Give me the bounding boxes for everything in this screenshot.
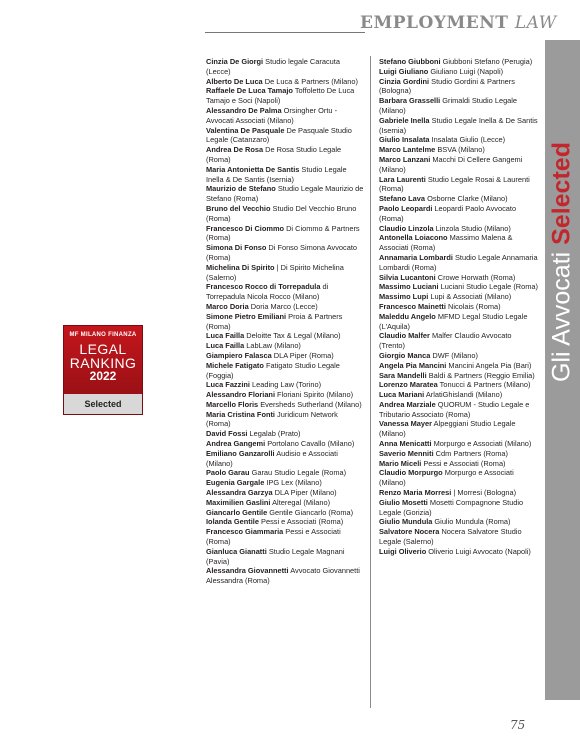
entry-firm: Malfer Claudio Avvocato (Trento) [379, 331, 512, 351]
entry-name: Angela Pia Mancini [379, 360, 447, 370]
entry-firm: Giubboni Stefano (Perugia) [440, 57, 533, 66]
entry-name: Claudio Linzola [379, 223, 434, 233]
entry-firm: | Morresi (Bologna) [451, 488, 517, 498]
header-rule [205, 32, 365, 33]
entry-firm: Leading Law (Torino) [249, 380, 322, 390]
entry-firm: Di Ciommo & Partners (Roma) [206, 223, 360, 243]
entry-name: Alessandra Garzya [206, 488, 273, 498]
entry-name: Marcello Floris [206, 399, 259, 409]
entry-name: Stefano Lava [379, 194, 426, 204]
badge-foot: Selected [64, 394, 142, 414]
list-item [379, 380, 539, 390]
entry-firm: Studio Legale Rosai & Laurenti (Roma) [379, 174, 530, 194]
list-item [379, 459, 539, 469]
side-title [548, 142, 577, 382]
entry-name: Lorenzo Maratea [379, 380, 438, 390]
list-item [379, 361, 539, 371]
list-item [379, 145, 539, 155]
list-item [206, 400, 364, 410]
entry-firm: Portolano Cavallo (Milano) [265, 439, 355, 449]
list-item [206, 204, 364, 224]
list-item [379, 273, 539, 283]
entry-firm: Fatigato Studio Legale (Foggia) [206, 360, 340, 380]
list-item [206, 184, 364, 204]
entry-firm: Pessi e Associati (Roma) [258, 517, 344, 527]
entry-firm: Mosetti Compagnone Studio Legale (Gorizia) [379, 497, 524, 517]
entry-name: Giulio Insalata [379, 135, 430, 145]
list-item [379, 253, 539, 273]
list-item [379, 57, 539, 67]
list-item [379, 155, 539, 175]
entry-firm: De Rosa Studio Legale (Roma) [206, 145, 342, 164]
list-item [379, 419, 539, 439]
badge-line2: RANKING [69, 355, 137, 371]
list-item [206, 468, 364, 478]
entry-name: Giulio Mundula [379, 517, 433, 527]
entry-firm: Studio Legale Maurizio de Stefano (Roma) [206, 184, 364, 204]
list-item [206, 224, 364, 244]
entry-firm: Eversheds Sutherland (Milano) [258, 399, 362, 409]
list-item [379, 371, 539, 381]
entry-name: Luigi Oliverio [379, 546, 427, 556]
entry-firm: Lupi & Associati (Milano) [428, 292, 512, 302]
entry-firm: Leopardi Paolo Avvocato (Roma) [379, 203, 517, 223]
entry-name: Alessandra Giovannetti [206, 566, 289, 576]
entry-firm: ArlatiGhislandi (Milano) [424, 390, 503, 400]
entry-name: Mario Miceli [379, 458, 422, 468]
list-item [206, 243, 364, 263]
badge-line1: LEGAL [79, 341, 127, 357]
entry-name: Luca Failla [206, 341, 245, 351]
entry-name: Gianluca Gianatti [206, 546, 267, 556]
entry-name: Emiliano Ganzarolli [206, 448, 275, 458]
list-item [206, 77, 364, 87]
entry-firm: Gentile Giancarlo (Roma) [267, 507, 354, 517]
list-item [206, 302, 364, 312]
entry-firm: Toffoletto De Luca Tamajo e Soci (Napoli) [206, 86, 355, 106]
entry-name: Francesco Di Ciommo [206, 223, 285, 233]
list-item [206, 508, 364, 518]
entry-name: Maleddu Angelo [379, 311, 436, 321]
entry-firm: MFMD Legal Studio Legale (L'Aquila) [379, 311, 528, 331]
entry-name: Saverio Menniti [379, 448, 434, 458]
entry-name: Bruno del Vecchio [206, 203, 271, 213]
entry-firm: Giulio Mundula (Roma) [432, 517, 511, 527]
entry-name: Luca Fazzini [206, 380, 250, 390]
entry-firm: Studio Legale Annamaria Lombardi (Roma) [379, 252, 538, 272]
list-item [206, 380, 364, 390]
entry-name: Maximilien Gaslini [206, 497, 271, 507]
entry-name: Alberto De Luca [206, 76, 263, 86]
entry-firm: BSVA (Milano) [435, 145, 485, 155]
list-item [379, 233, 539, 253]
side-title-bold: Selected [547, 142, 576, 245]
entry-name: Francesco Mainetti [379, 301, 446, 311]
entry-firm: Studio Legale Inella & De Santis (Isernia) [379, 115, 538, 135]
list-item [379, 517, 539, 527]
entry-firm: De Luca & Partners (Milano) [262, 76, 358, 86]
entry-firm: QUORUM - Studio Legale e Tributario Associato (Roma) [379, 399, 530, 419]
list-item [379, 390, 539, 400]
entry-name: Claudio Morpurgo [379, 468, 443, 478]
header-title-italic: LAW [514, 13, 557, 33]
column-1 [206, 57, 364, 586]
entry-name: Francesco Giammaria [206, 527, 284, 537]
list-item [206, 126, 364, 146]
entry-name: Iolanda Gentile [206, 517, 259, 527]
list-item [379, 302, 539, 312]
entry-firm: Di Fonso Simona Avvocato (Roma) [206, 243, 358, 262]
list-item [379, 351, 539, 361]
list-item [379, 439, 539, 449]
list-item [379, 96, 539, 116]
entry-name: Eugenia Gargale [206, 478, 265, 488]
list-item [379, 547, 539, 557]
list-item [206, 106, 364, 126]
entry-firm: Luciani Studio Legale (Roma) [438, 282, 538, 292]
list-item [206, 361, 364, 381]
entry-firm: Grimaldi Studio Legale (Milano) [379, 96, 518, 115]
entry-name: Marco Doria [206, 301, 249, 311]
entry-name: Marco Lanzani [379, 154, 431, 164]
list-item [206, 517, 364, 527]
list-item [379, 449, 539, 459]
entry-firm: DWF (Milano) [430, 350, 478, 360]
entry-name: Luca Mariani [379, 390, 425, 400]
side-title-plain: Gli Avvocati [547, 244, 576, 382]
entry-name: Alessandro De Palma [206, 105, 282, 115]
entry-name: Giancarlo Gentile [206, 507, 268, 517]
entry-name: Paolo Garau [206, 468, 250, 478]
entry-name: Lara Laurenti [379, 174, 426, 184]
list-item [206, 429, 364, 439]
column-2 [379, 57, 539, 557]
entry-name: Andrea De Rosa [206, 145, 264, 155]
list-item [379, 331, 539, 351]
entry-firm: Cdm Partners (Roma) [433, 448, 508, 458]
entry-firm: Morpurgo e Associati (Milano) [431, 439, 532, 449]
entry-firm: Alpeggiani Studio Legale (Milano) [379, 419, 516, 439]
entry-name: Giulio Mosetti [379, 497, 428, 507]
page-number: 75 [510, 718, 526, 732]
entry-name: Massimo Luciani [379, 282, 439, 292]
entry-firm: Nocera Salvatore Studio Legale (Salerno) [379, 527, 522, 547]
entry-name: Marco Lantelme [379, 145, 436, 155]
entry-firm: Pessi e Associati (Roma) [421, 458, 506, 468]
list-item [379, 135, 539, 145]
entry-firm: DLA Piper (Roma) [271, 350, 334, 360]
list-item [206, 498, 364, 508]
list-item [379, 292, 539, 302]
entry-name: Anna Menicatti [379, 439, 432, 449]
badge-brand: MF MILANO FINANZA [69, 332, 137, 338]
entry-firm: Avvocato Giovannetti Alessandra (Roma) [206, 566, 360, 586]
entry-name: Michelina Di Spirito [206, 262, 275, 272]
entry-name: Simona Di Fonso [206, 243, 267, 253]
entry-name: Michele Fatigato [206, 360, 264, 370]
entry-name: Sara Mandelli [379, 370, 427, 380]
entry-firm: Deloitte Tax & Legal (Milano) [244, 331, 341, 341]
entry-firm: Studio Del Vecchio Bruno (Roma) [206, 203, 357, 223]
entry-name: Vanessa Mayer [379, 419, 433, 429]
list-item [206, 341, 364, 351]
entry-firm: Studio legale Caracuta (Lecce) [206, 57, 340, 76]
entry-firm: Pessi e Associati (Roma) [206, 527, 341, 547]
entry-firm: Baldi & Partners (Reggio Emilia) [426, 370, 535, 380]
entry-name: Maria Antonietta De Santis [206, 164, 300, 174]
entry-firm: Morpurgo e Associati (Milano) [379, 468, 514, 488]
list-item [206, 478, 364, 488]
list-item [379, 498, 539, 518]
entry-firm: Giuliano Luigi (Napoli) [428, 66, 504, 76]
legal-ranking-badge [63, 325, 143, 415]
entry-name: Simone Pietro Emiliani [206, 311, 287, 321]
entry-firm: Orsingher Ortu - Avvocati Associati (Milano) [206, 105, 338, 125]
entry-name: Silvia Lucantoni [379, 272, 436, 282]
entry-name: Raffaele De Luca Tamajo [206, 86, 293, 96]
entry-firm: Floriani Spirito (Milano) [275, 390, 354, 400]
list-item [206, 331, 364, 341]
list-item [206, 351, 364, 361]
entry-firm: Studio Legale Magnani (Pavia) [206, 546, 345, 566]
list-item [379, 468, 539, 488]
entry-firm: Massimo Malena & Associati (Roma) [379, 233, 513, 253]
entry-name: Cinzia De Giorgi [206, 57, 264, 66]
entry-firm: Insalata Giulio (Lecce) [429, 135, 506, 145]
entry-firm: Proia & Partners (Roma) [206, 311, 343, 331]
list-item [379, 488, 539, 498]
entry-name: David Fossi [206, 429, 248, 439]
badge-year: 2022 [89, 369, 117, 383]
list-item [206, 566, 364, 586]
entry-name: Barbara Grasselli [379, 96, 441, 106]
list-item [206, 145, 364, 165]
entry-name: Valentina De Pasquale [206, 125, 285, 135]
entry-firm: LabLaw (Milano) [244, 341, 301, 351]
list-item [379, 282, 539, 292]
entry-name: Cinzia Gordini [379, 76, 430, 86]
entry-firm: Linzola Studio (Milano) [433, 223, 511, 233]
entry-firm: Macchi Di Cellere Gangemi (Milano) [379, 154, 523, 174]
list-item [206, 86, 364, 106]
entry-name: Renzo Maria Morresi [379, 488, 452, 498]
entry-name: Claudio Malfer [379, 331, 430, 341]
header-title-main: EMPLOYMENT [360, 13, 509, 33]
entry-name: Luca Failla [206, 331, 245, 341]
list-item [206, 527, 364, 547]
list-item [379, 194, 539, 204]
entry-firm: De Pasquale Studio Legale (Catanzaro) [206, 125, 352, 145]
list-item [206, 547, 364, 567]
entry-firm: di Torrepadula Nicola Rocco (Milano) [206, 282, 329, 302]
list-item [379, 77, 539, 97]
entry-firm: Doria Marco (Lecce) [248, 301, 318, 311]
entry-name: Maurizio de Stefano [206, 184, 276, 194]
list-item [379, 224, 539, 234]
entry-firm: Juridicum Network (Roma) [206, 409, 338, 429]
list-item [206, 449, 364, 469]
entry-name: Salvatore Nocera [379, 527, 440, 537]
column-divider [370, 56, 371, 708]
entry-firm: Osborne Clarke (Milano) [425, 194, 508, 204]
list-item [379, 204, 539, 224]
entry-name: Luigi Giuliano [379, 66, 429, 76]
entry-firm: Studio Gordini & Partners (Bologna) [379, 76, 515, 96]
list-item [206, 282, 364, 302]
entry-name: Massimo Lupi [379, 292, 429, 302]
entry-name: Giorgio Manca [379, 350, 431, 360]
list-item [206, 390, 364, 400]
entry-firm: Tonucci & Partners (Milano) [437, 380, 531, 390]
list-item [379, 116, 539, 136]
entry-firm: Crowe Horwath (Roma) [435, 272, 516, 282]
entry-firm: Nicolais (Roma) [445, 301, 501, 311]
entry-name: Giampiero Falasca [206, 350, 272, 360]
list-item [206, 263, 364, 283]
entry-name: Antonella Loiacono [379, 233, 448, 243]
list-item [379, 312, 539, 332]
section-header [360, 13, 557, 33]
entry-name: Andrea Gangemi [206, 439, 266, 449]
list-item [206, 439, 364, 449]
entry-firm: IPG Lex (Milano) [264, 478, 322, 488]
entry-name: Stefano Giubboni [379, 57, 441, 66]
entry-firm: DLA Piper (Milano) [272, 488, 337, 498]
list-item [379, 527, 539, 547]
list-item [206, 57, 364, 77]
entry-name: Francesco Rocco di Torrepadula [206, 282, 321, 292]
entry-name: Annamaria Lombardi [379, 252, 453, 262]
entry-firm: Audisio e Associati (Milano) [206, 448, 338, 468]
entry-firm: | Di Spirito Michelina (Salerno) [206, 262, 344, 282]
entry-name: Gabriele Inella [379, 115, 430, 125]
entry-firm: Studio Legale Inella & De Santis (Isernia) [206, 164, 347, 184]
list-item [379, 400, 539, 420]
entry-name: Andrea Marziale [379, 399, 436, 409]
list-item [379, 67, 539, 77]
entry-name: Maria Cristina Fonti [206, 409, 275, 419]
entry-name: Paolo Leopardi [379, 203, 433, 213]
entry-firm: Mancini Angela Pia (Bari) [446, 360, 532, 370]
entry-firm: Alteregal (Milano) [270, 497, 331, 507]
list-item [206, 410, 364, 430]
entry-firm: Oliverio Luigi Avvocato (Napoli) [426, 546, 531, 556]
list-item [206, 312, 364, 332]
list-item [206, 165, 364, 185]
entry-firm: Legalab (Prato) [247, 429, 301, 439]
entry-name: Alessandro Floriani [206, 390, 275, 400]
list-item [206, 488, 364, 498]
entry-firm: Garau Studio Legale (Roma) [249, 468, 347, 478]
list-item [379, 175, 539, 195]
